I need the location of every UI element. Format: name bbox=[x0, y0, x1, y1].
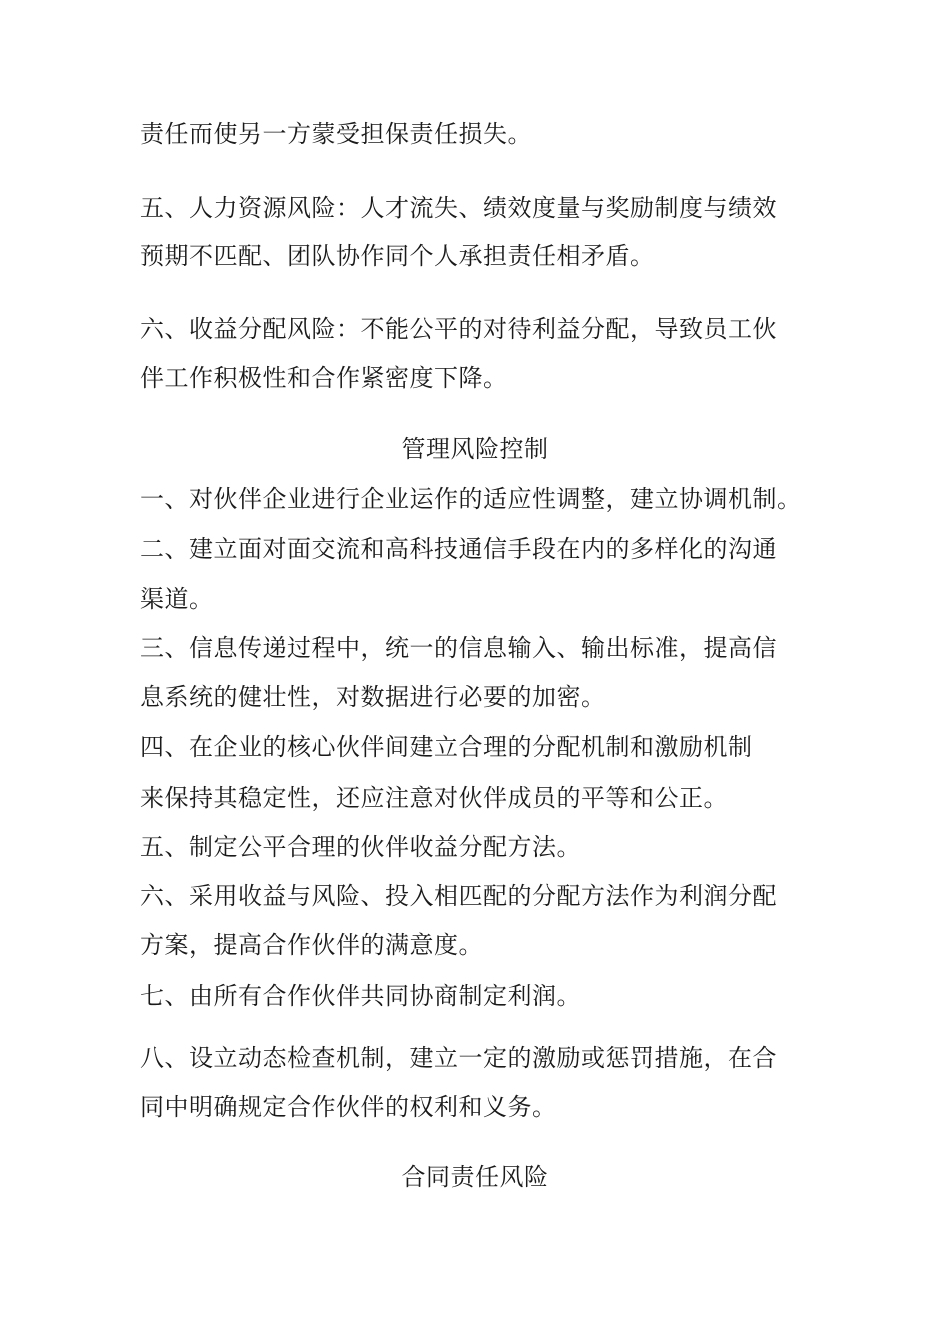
list-item-line: 一、对伙伴企业进行企业运作的适应性调整，建立协调机制。 bbox=[140, 485, 802, 513]
list-item-line: 四、在企业的核心伙伴间建立合理的分配机制和激励机制 bbox=[140, 733, 753, 761]
list-item-line: 三、信息传递过程中，统一的信息输入、输出标准，提高信 bbox=[140, 634, 777, 662]
section-heading: 管理风险控制 bbox=[401, 435, 549, 463]
list-item-line: 同中明确规定合作伙伴的权利和义务。 bbox=[140, 1093, 557, 1121]
list-item-line: 二、建立面对面交流和高科技通信手段在内的多样化的沟通 bbox=[140, 535, 777, 563]
list-item-line: 息系统的健壮性，对数据进行必要的加密。 bbox=[140, 683, 606, 711]
list-item-line: 八、设立动态检查机制，建立一定的激励或惩罚措施，在合 bbox=[140, 1044, 777, 1072]
list-item-line: 方案，提高合作伙伴的满意度。 bbox=[140, 931, 483, 959]
list-item-line: 五、制定公平合理的伙伴收益分配方法。 bbox=[140, 833, 581, 861]
paragraph-line: 伴工作积极性和合作紧密度下降。 bbox=[140, 364, 508, 392]
paragraph-line: 六、收益分配风险：不能公平的对待利益分配，导致员工伙 bbox=[140, 315, 777, 343]
list-item-line: 来保持其稳定性，还应注意对伙伴成员的平等和公正。 bbox=[140, 784, 728, 812]
paragraph-line: 预期不匹配、团队协作同个人承担责任相矛盾。 bbox=[140, 242, 655, 270]
list-item-line: 七、由所有合作伙伴共同协商制定利润。 bbox=[140, 982, 581, 1010]
list-item-line: 六、采用收益与风险、投入相匹配的分配方法作为利润分配 bbox=[140, 882, 777, 910]
paragraph-line: 责任而使另一方蒙受担保责任损失。 bbox=[140, 120, 532, 148]
list-item-line: 渠道。 bbox=[140, 585, 214, 613]
paragraph-line: 五、人力资源风险：人才流失、绩效度量与奖励制度与绩效 bbox=[140, 194, 777, 222]
section-heading: 合同责任风险 bbox=[401, 1163, 549, 1191]
